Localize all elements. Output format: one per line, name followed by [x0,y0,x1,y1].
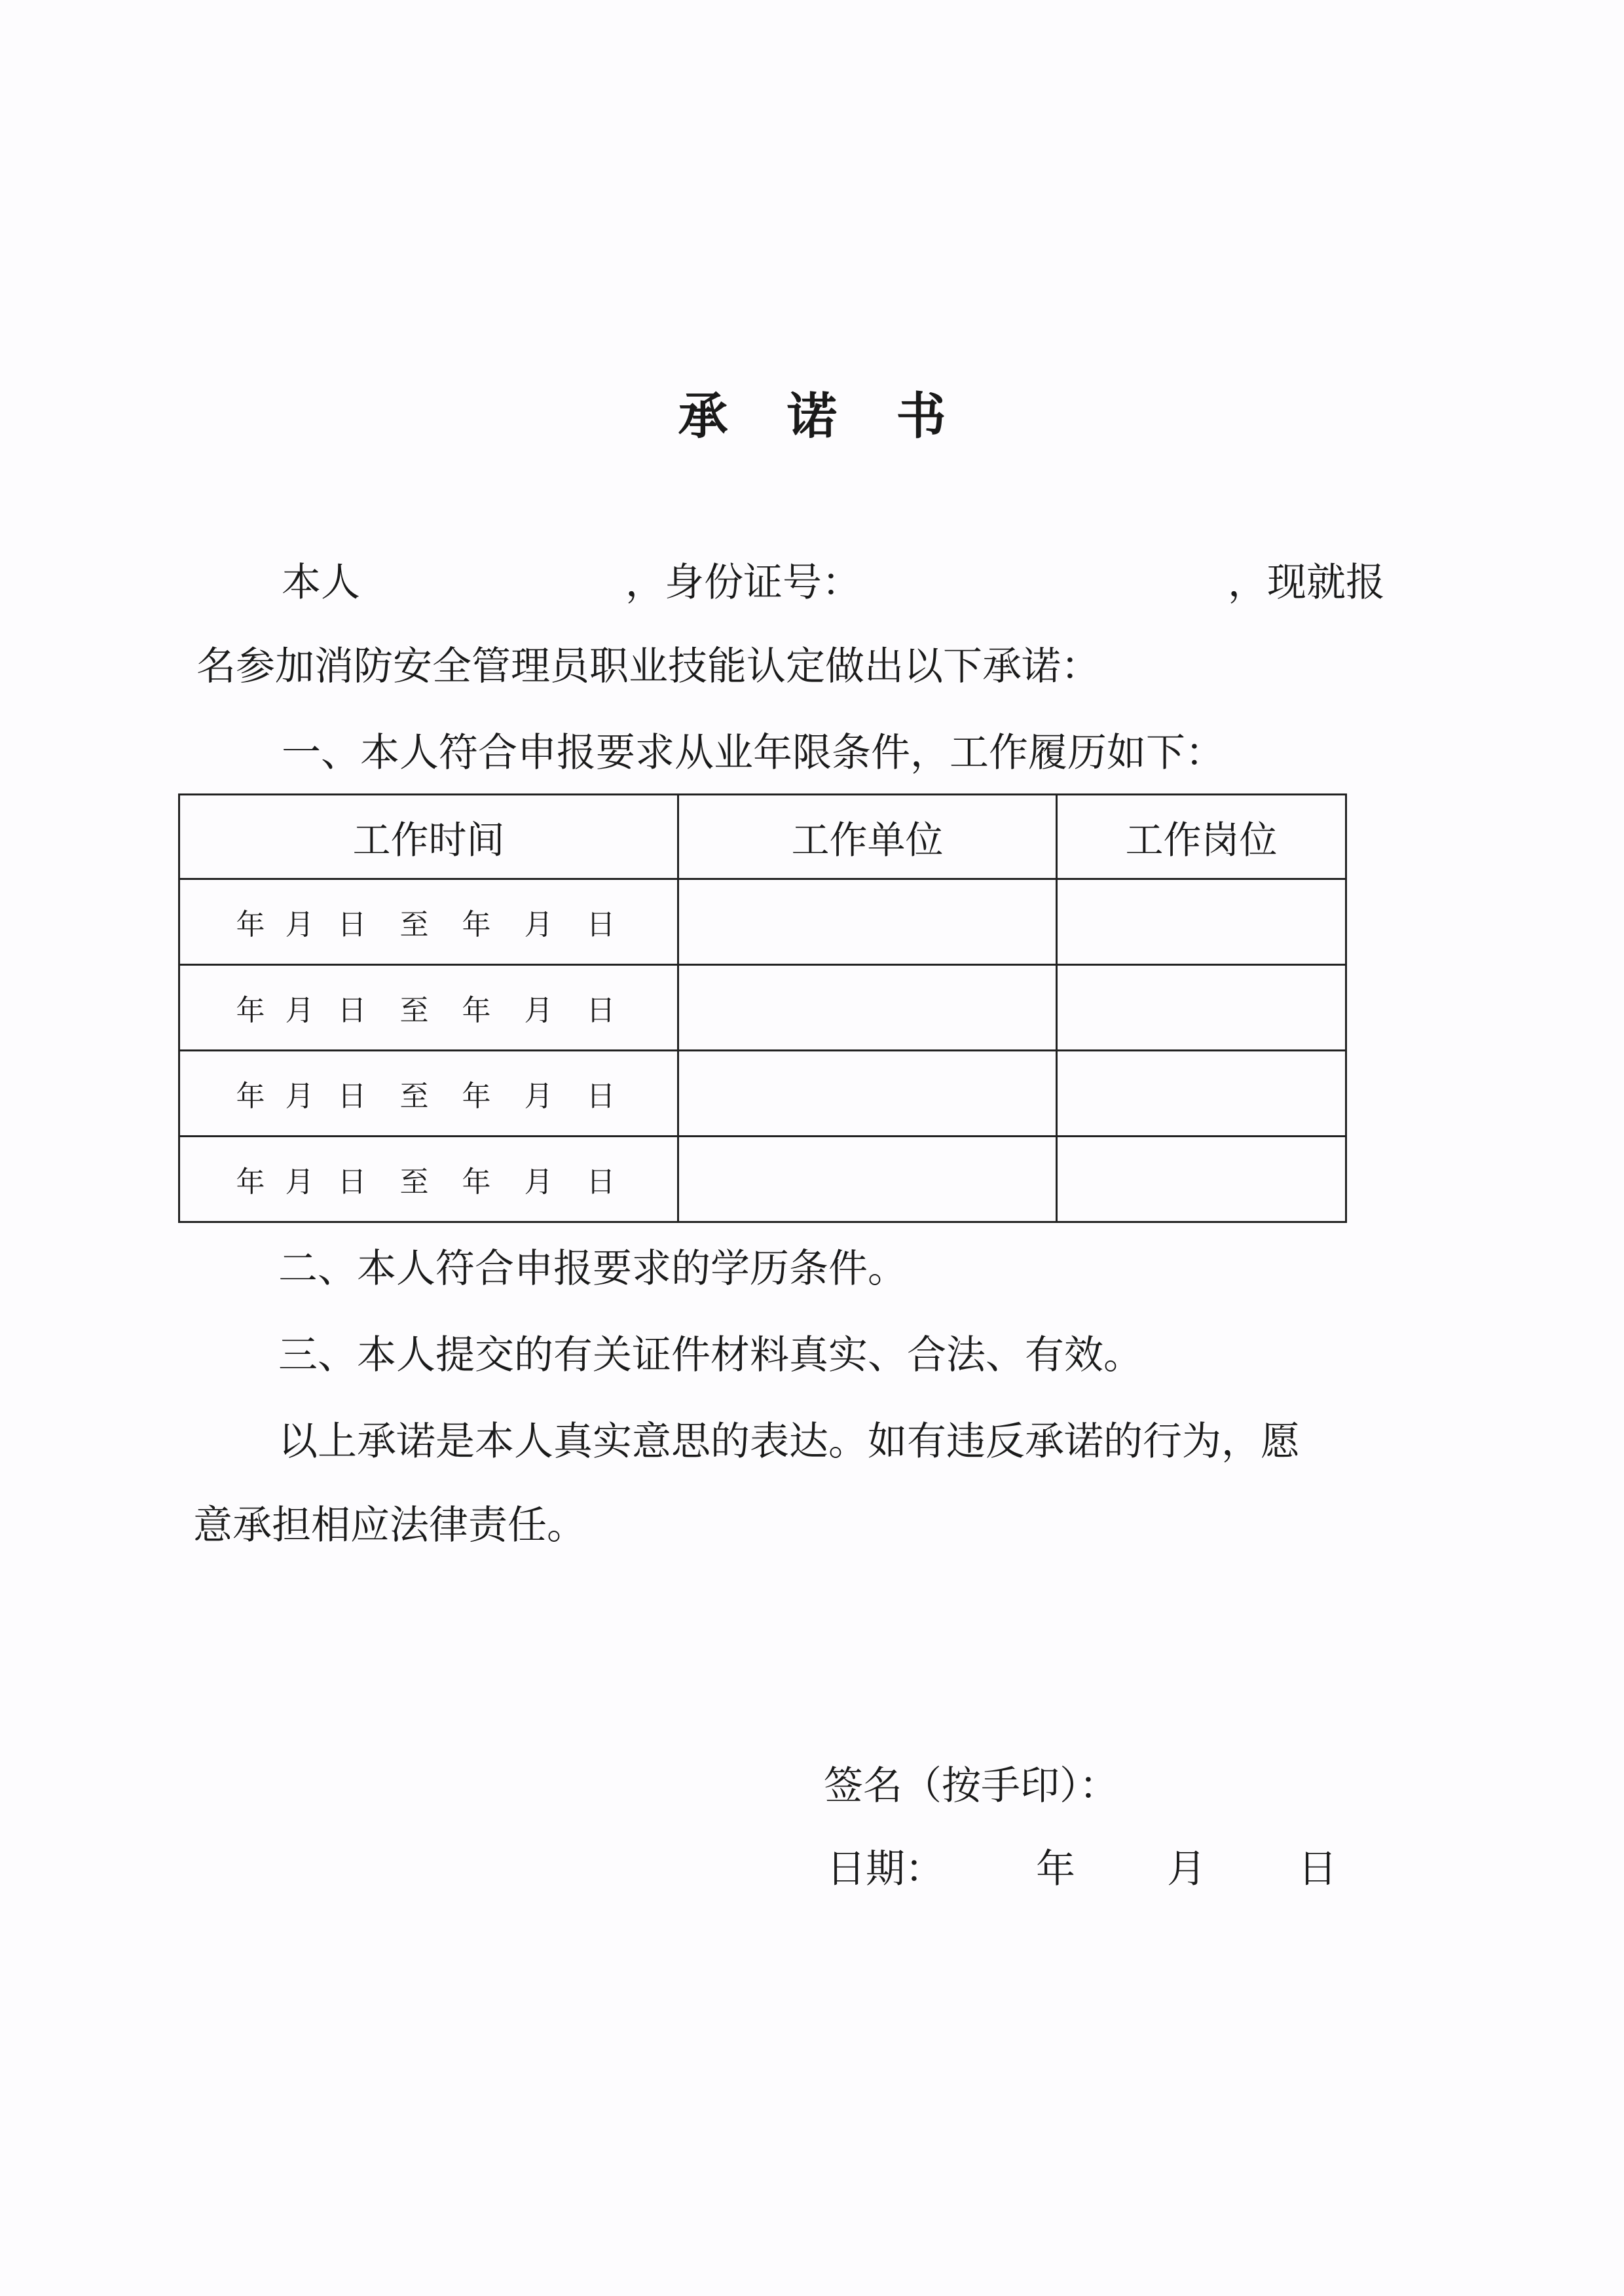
document-title: 承 诺 书 [678,387,967,445]
closing-line-1: 以上承诺是本人真实意思的表达。如有违反承诺的行为，愿 [278,1419,1300,1465]
work-time-cell[interactable]: 年 月 日 至 年 月 日 [179,965,678,1051]
date-month: 月 [1167,1846,1206,1892]
header-work-time: 工作时间 [179,795,678,879]
id-label: ，身份证号： [625,560,861,606]
item-3: 三、本人提交的有关证件材料真实、合法、有效。 [278,1332,1143,1378]
date-day: 日 [1298,1846,1337,1892]
apply-suffix: ，现就报 [1228,560,1385,606]
work-position-cell[interactable] [1057,879,1346,965]
table-row [179,1051,1346,1137]
table-row [179,879,1346,965]
signature-label: 签名（按手印）： [824,1763,1118,1809]
work-position-cell[interactable] [1057,965,1346,1051]
date-line [826,1843,1337,1895]
item-2: 二、本人符合申报要求的学历条件。 [278,1246,907,1292]
name-label: 本人 [282,560,360,606]
header-work-unit: 工作单位 [678,795,1057,879]
work-unit-cell[interactable] [678,879,1057,965]
work-unit-cell[interactable] [678,1137,1057,1222]
work-time-cell[interactable]: 年 月 日 至 年 月 日 [179,1137,678,1222]
work-unit-cell[interactable] [678,1051,1057,1137]
item-1: 一、本人符合申报要求从业年限条件，工作履历如下： [282,730,1225,776]
date-label: 日期： [826,1846,944,1892]
closing-line-2: 意承担相应法律责任。 [193,1503,586,1548]
table-row [179,965,1346,1051]
work-position-cell[interactable] [1057,1051,1346,1137]
table-row [179,1137,1346,1222]
work-time-cell[interactable]: 年 月 日 至 年 月 日 [179,879,678,965]
date-year: 年 [1036,1846,1075,1892]
work-position-cell[interactable] [1057,1137,1346,1222]
work-time-cell[interactable]: 年 月 日 至 年 月 日 [179,1051,678,1137]
header-work-position: 工作岗位 [1057,795,1346,879]
intro-line-2: 名参加消防安全管理员职业技能认定做出以下承诺： [196,644,1100,689]
table-header-row [179,795,1346,879]
work-history-table [178,793,1347,1223]
intro-line-1 [282,556,1385,609]
work-unit-cell[interactable] [678,965,1057,1051]
signature-line [824,1760,1118,1812]
